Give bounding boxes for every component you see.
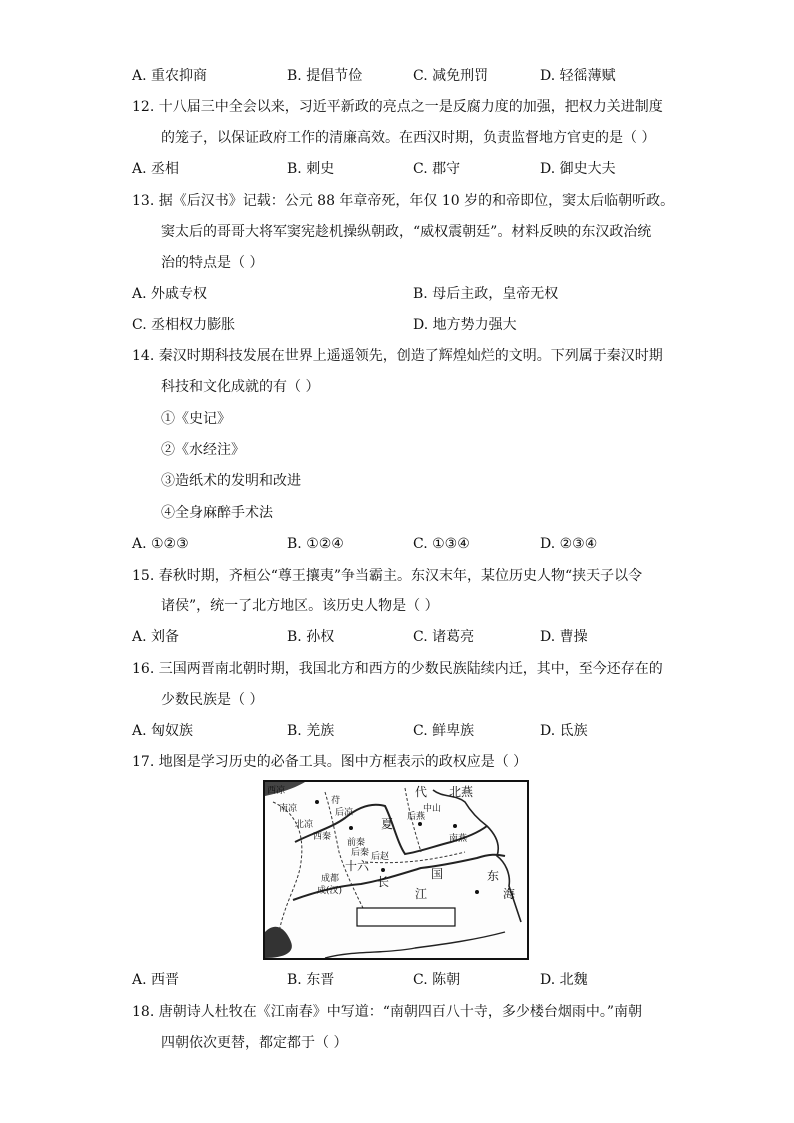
sixteen-kingdoms-map bbox=[263, 780, 529, 960]
q17-option-d: D. 北魏 bbox=[540, 972, 588, 988]
q13-option-c: C. 丞相权力膨胀 bbox=[132, 317, 236, 333]
map-label-nanliang: 南凉 bbox=[279, 804, 298, 814]
q12-stem-line1: 12. 十八届三中全会以来，习近平新政的亮点之一是反腐力度的加强，把权力关进制度 bbox=[132, 99, 663, 115]
q16-option-d: D. 氐族 bbox=[540, 723, 588, 739]
map-label-hai: 海 bbox=[503, 887, 516, 901]
q15-stem-line2: 诸侯”，统一了北方地区。该历史人物是（ ） bbox=[161, 598, 439, 614]
q18-stem-line1: 18. 唐朝诗人杜牧在《江南春》中写道：“南朝四百八十寺，多少楼台烟雨中。”南朝 bbox=[132, 1004, 643, 1020]
q14-item-1: ①《史记》 bbox=[161, 411, 231, 427]
q17-option-b: B. 东晋 bbox=[287, 972, 335, 988]
q15-option-b: B. 孙权 bbox=[287, 629, 335, 645]
q14-item-2: ②《水经注》 bbox=[161, 442, 245, 458]
map-label-shiliu: 十六 bbox=[345, 859, 370, 873]
q15-option-c: C. 诸葛亮 bbox=[413, 629, 475, 645]
q14-stem-line1: 14. 秦汉时期科技发展在世界上遥遥领先，创造了辉煌灿烂的文明。下列属于秦汉时期 bbox=[132, 348, 663, 364]
map-label-houqin: 后秦 bbox=[351, 848, 370, 858]
q15-stem-line1: 15. 春秋时期，齐桓公“尊王攘夷”争当霸主。东汉末年，某位历史人物“挟天子以令 bbox=[132, 568, 643, 584]
map-label-houzhao: 后赵 bbox=[371, 852, 390, 862]
q11-option-c: C. 减免刑罚 bbox=[413, 68, 489, 84]
q12-option-d: D. 御史大夫 bbox=[540, 161, 616, 177]
map-label-xiqin: 西秦 bbox=[313, 832, 332, 842]
map-label-xia: 夏 bbox=[381, 817, 394, 831]
q12-stem-line2: 的笼子，以保证政府工作的清廉高效。在西汉时期，负责监督地方官吏的是（ ） bbox=[161, 130, 656, 146]
q13-stem-line1: 13. 据《后汉书》记载：公元 88 年章帝死，年仅 10 岁的和帝即位，窦太后临朝听政。 bbox=[132, 193, 675, 209]
q12-option-b: B. 刺史 bbox=[287, 161, 335, 177]
q16-option-b: B. 羌族 bbox=[287, 723, 335, 739]
q11-option-a: A. 重农抑商 bbox=[132, 68, 208, 84]
map-label-beiyan: 北燕 bbox=[449, 785, 474, 799]
q13-stem-line3: 治的特点是（ ） bbox=[161, 255, 264, 271]
q14-stem-line2: 科技和文化成就的有（ ） bbox=[161, 379, 320, 395]
q17-option-c: C. 陈朝 bbox=[413, 972, 461, 988]
map-label-dai: 代 bbox=[415, 785, 428, 799]
map-label-dong: 东 bbox=[487, 869, 500, 883]
map-label-beiliang: 北凉 bbox=[295, 820, 314, 830]
q16-option-a: A. 匈奴族 bbox=[132, 723, 194, 739]
q14-option-c: C. ①③④ bbox=[413, 536, 470, 552]
q14-option-d: D. ②③④ bbox=[540, 536, 598, 552]
q13-option-a: A. 外戚专权 bbox=[132, 286, 208, 302]
q14-item-3: ③造纸术的发明和改进 bbox=[161, 473, 301, 489]
q17-stem-line1: 17. 地图是学习历史的必备工具。图中方框表示的政权应是（ ） bbox=[132, 754, 528, 770]
map-label-qianqin: 前秦 bbox=[347, 838, 366, 848]
q14-option-a: A. ①②③ bbox=[132, 536, 189, 552]
q16-stem-line1: 16. 三国两晋南北朝时期，我国北方和西方的少数民族陆续内迁，其中，至今还存在的 bbox=[132, 661, 663, 677]
q11-option-d: D. 轻徭薄赋 bbox=[540, 68, 616, 84]
q11-option-b: B. 提倡节俭 bbox=[287, 68, 363, 84]
map-label-zhongshan: 中山 bbox=[423, 804, 442, 814]
q12-option-c: C. 郡守 bbox=[413, 161, 461, 177]
map-label-houyan: 后燕 bbox=[407, 812, 426, 822]
q15-option-d: D. 曹操 bbox=[540, 629, 588, 645]
map-label-chengdu: 成都 bbox=[321, 874, 340, 884]
q13-option-d: D. 地方势力强大 bbox=[413, 317, 517, 333]
map-label-houliang: 后凉 bbox=[335, 808, 354, 818]
q13-stem-line2: 窦太后的哥哥大将军窦宪趁机操纵朝政，“威权震朝廷”。材料反映的东汉政治统 bbox=[161, 224, 652, 240]
q13-option-b: B. 母后主政，皇帝无权 bbox=[413, 286, 559, 302]
map-label-cheng: 成(汉) bbox=[317, 886, 343, 896]
q18-stem-line2: 四朝依次更替，都定都于（ ） bbox=[161, 1035, 348, 1051]
map-blank-box bbox=[357, 908, 455, 926]
map-label-guo: 国 bbox=[431, 867, 444, 881]
map-label-jiang: 江 bbox=[415, 887, 428, 901]
q14-option-b: B. ①②④ bbox=[287, 536, 344, 552]
q12-option-a: A. 丞相 bbox=[132, 161, 180, 177]
map-label-xiliang: 西凉 bbox=[267, 786, 286, 796]
map-label-fu: 苻 bbox=[331, 796, 341, 806]
map-label-nanyan: 南燕 bbox=[449, 834, 468, 844]
q16-stem-line2: 少数民族是（ ） bbox=[161, 692, 264, 708]
q17-option-a: A. 西晋 bbox=[132, 972, 180, 988]
q16-option-c: C. 鲜卑族 bbox=[413, 723, 475, 739]
q14-item-4: ④全身麻醉手术法 bbox=[161, 505, 273, 521]
q15-option-a: A. 刘备 bbox=[132, 629, 180, 645]
map-label-chang: 长 bbox=[377, 875, 390, 889]
